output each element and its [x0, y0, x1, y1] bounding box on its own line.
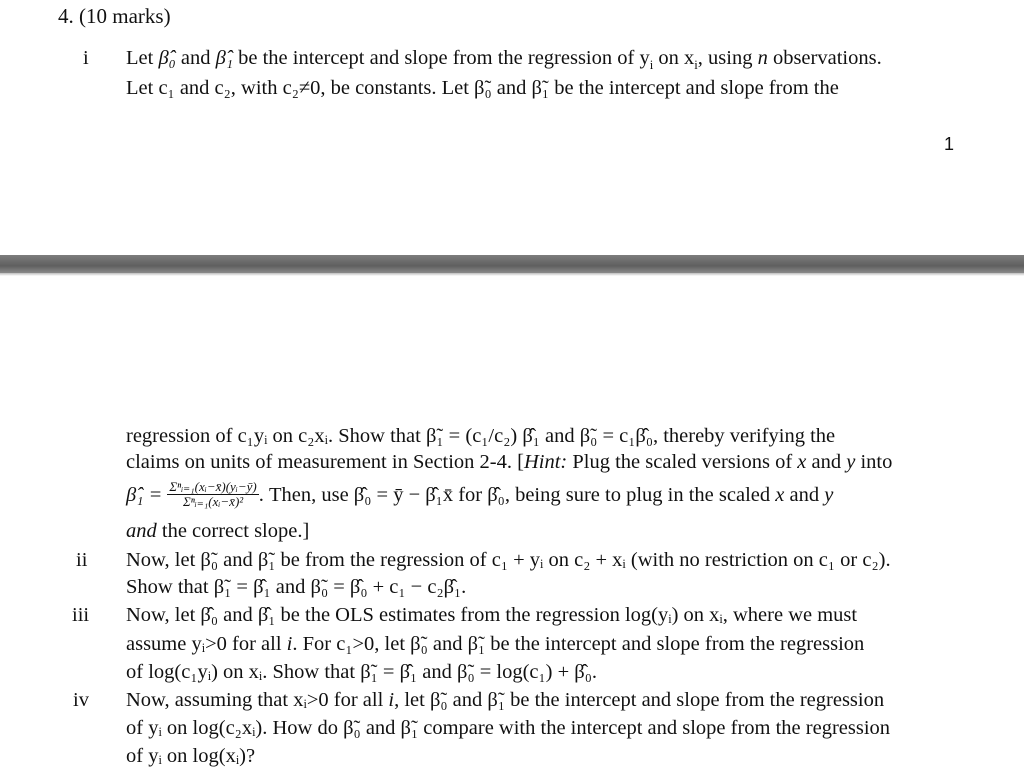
fraction-denominator: Σⁿᵢ₌₁(xᵢ−x̄)²: [182, 494, 244, 509]
part-iii-line-2: assume yᵢ>0 for all i. For c₁>0, let β̃₀ and β̃₁ be the intercept and slope from the regression: [126, 633, 865, 655]
fraction-numerator: Σⁿᵢ₌₁(xᵢ−x̄)(yᵢ−ȳ): [169, 479, 257, 494]
part-iv-line-1: Now, assuming that xᵢ>0 for all i, let β̃₀ and β̃₁ be the intercept and slope from the regression: [126, 689, 885, 711]
part-iv-line-2: of yᵢ on log(c₂xᵢ). How do β̃₀ and β̃₁ compare with the intercept and slope from the regression: [126, 717, 891, 739]
part-i-line-2: Let c₁ and c₂, with c₂≠0, be constants. Let β̃₀ and β̃₁ be the intercept and slope from the: [126, 77, 839, 99]
page-break-divider: [0, 255, 1024, 273]
part-label-i: i: [83, 47, 89, 69]
part-label-iii: iii: [72, 604, 90, 626]
part-ii-line-1: Now, let β̃₀ and β̃₁ be from the regression of c₁ + yᵢ on c₂ + xᵢ (with no restriction on c₁ or c₂).: [126, 549, 891, 571]
part-label-ii: ii: [76, 549, 88, 571]
part-iv-line-3: of yᵢ on log(xᵢ)?: [126, 745, 256, 767]
page-number: 1: [944, 134, 955, 154]
part-i-line-1: Let β̂₀ and β̂₁ be the intercept and slope from the regression of $y_i$ on $x_i$, using n observations.: [126, 47, 882, 73]
question-header: 4. (10 marks): [58, 4, 171, 28]
part-i-line-5: β̂₁ = $\frac{\text{Σⁿᵢ₌₁(xᵢ−x̄)(yᵢ−ȳ)}}{\text{Σⁿᵢ₌₁(xᵢ−x̄)²}}$ . Then, use β̂₀ = ȳ − β̂₁x̄ for β̂₀, being sure to plug in the scaled x and y: [126, 479, 834, 509]
part-iii-line-3: of log(c₁yᵢ) on xᵢ. Show that β̃₁ = β̂₁ and β̃₀ = log(c₁) + β̂₀.: [126, 661, 598, 683]
beta1-hat: β̂₁: [215, 47, 233, 69]
part-iii-line-1: Now, let β̂₀ and β̂₁ be the OLS estimates from the regression log(yᵢ) on xᵢ, where we must: [126, 604, 858, 626]
part-ii-line-2: Show that β̃₁ = β̂₁ and β̃₀ = β̂₀ + c₁ − c₂β̂₁.: [126, 576, 467, 598]
part-label-iv: iv: [73, 689, 89, 711]
part-i-line-3: regression of c₁yᵢ on c₂xᵢ. Show that β̃₁ = (c₁/c₂) β̂₁ and β̃₀ = c₁β̂₀, thereby verifying the: [126, 425, 836, 447]
part-i-line-6: and the correct slope.]: [126, 520, 310, 542]
part-i-line-4: claims on units of measurement in Section 2-4. [Hint: Plug the scaled versions of x and y into: [126, 451, 893, 473]
page-break-shadow: [0, 273, 1024, 276]
beta0-hat: β̂₀: [158, 47, 176, 69]
slope-formula-fraction: [167, 480, 258, 509]
